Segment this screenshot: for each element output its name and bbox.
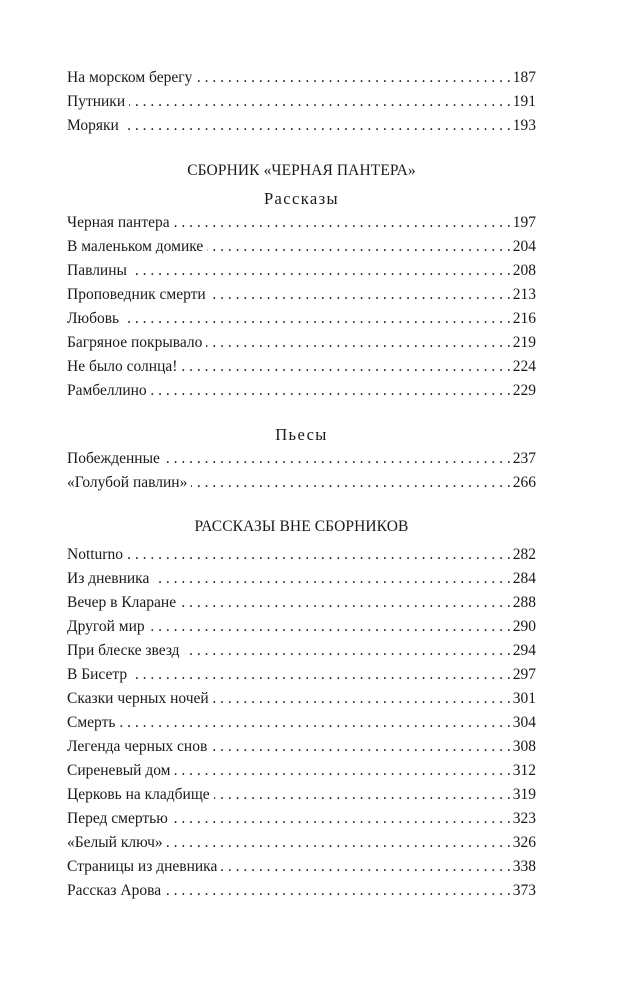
leader-dots: [211, 735, 510, 759]
toc-entry: [67, 331, 536, 355]
toc-entry: [67, 471, 536, 495]
entry-page: 237: [512, 450, 536, 467]
entry-page: 193: [512, 117, 536, 134]
entry-page: 373: [512, 882, 536, 899]
entry-page: 284: [512, 570, 536, 587]
entry-page: 288: [512, 594, 536, 611]
entry-title: На морском берегу: [67, 69, 193, 86]
entry-title: Побежденные: [67, 450, 160, 467]
entry-title: Смерть: [67, 714, 116, 731]
leader-dots: [174, 211, 511, 235]
leader-dots: [184, 639, 511, 663]
entry-title: Рассказ Арова: [67, 882, 162, 899]
leader-dots: [180, 591, 511, 615]
toc-group-plays: [67, 447, 536, 495]
toc-entry: [67, 379, 536, 403]
leader-dots: [175, 759, 511, 783]
entry-title: Черная пантера: [67, 214, 170, 231]
entry-page: 312: [512, 762, 536, 779]
toc-entry: [67, 355, 536, 379]
entry-title: Страницы из дневника: [67, 858, 218, 875]
leader-dots: [165, 879, 511, 903]
leader-dots: [131, 259, 511, 283]
entry-page: 294: [512, 642, 536, 659]
toc-entry: [67, 639, 536, 663]
leader-dots: [181, 355, 510, 379]
entry-title: Из дневника: [67, 570, 150, 587]
entry-title: При блеске звезд: [67, 642, 180, 659]
entry-title: Сиреневый дом: [67, 762, 171, 779]
toc-entry: [67, 783, 536, 807]
spacer: [67, 403, 536, 423]
toc-entry: [67, 807, 536, 831]
toc-entry: [67, 543, 536, 567]
leader-dots: [172, 807, 511, 831]
subsection-title-plays: Пьесы: [275, 425, 328, 444]
toc-entry: [67, 447, 536, 471]
entry-title: Моряки: [67, 117, 119, 134]
entry-title: В маленьком домике: [67, 238, 204, 255]
leader-dots: [213, 687, 511, 711]
leader-dots: [123, 307, 511, 331]
entry-title: Вечер в Кларане: [67, 594, 177, 611]
entry-page: 266: [512, 474, 536, 491]
entry-page: 290: [512, 618, 536, 635]
entry-page: 297: [512, 666, 536, 683]
leader-dots: [207, 235, 510, 259]
toc-entry: [67, 211, 536, 235]
entry-page: 204: [512, 238, 536, 255]
entry-title: В Бисетр: [67, 666, 128, 683]
toc-entry: [67, 759, 536, 783]
leader-dots: [167, 831, 511, 855]
toc-group-continued: [67, 66, 536, 138]
entry-title: Легенда черных снов: [67, 738, 208, 755]
toc-entry: [67, 235, 536, 259]
entry-title: Павлины: [67, 262, 127, 279]
toc-entry: [67, 283, 536, 307]
toc-group-stories: [67, 211, 536, 403]
entry-page: 229: [512, 382, 536, 399]
entry-title: Рамбеллино: [67, 382, 147, 399]
entry-page: 304: [512, 714, 536, 731]
entry-page: 208: [512, 262, 536, 279]
entry-page: 187: [512, 69, 536, 86]
leader-dots: [119, 711, 510, 735]
entry-page: 224: [512, 358, 536, 375]
toc-entry: [67, 711, 536, 735]
spacer: [67, 495, 536, 515]
entry-title: Не было солнца!: [67, 358, 178, 375]
leader-dots: [151, 379, 511, 403]
entry-title: Церковь на кладбище: [67, 786, 210, 803]
entry-title: Сказки черных ночей: [67, 690, 209, 707]
leader-dots: [127, 543, 511, 567]
leader-dots: [164, 447, 511, 471]
entry-page: 308: [512, 738, 536, 755]
entry-page: 319: [512, 786, 536, 803]
leader-dots: [131, 663, 511, 687]
toc-entry: [67, 259, 536, 283]
table-of-contents: [67, 66, 536, 903]
entry-page: 219: [512, 334, 536, 351]
entry-page: 326: [512, 834, 536, 851]
toc-entry: [67, 114, 536, 138]
leader-dots: [129, 90, 511, 114]
section-title-uncollected: РАССКАЗЫ ВНЕ СБОРНИКОВ: [194, 518, 409, 535]
toc-entry: [67, 831, 536, 855]
toc-entry: [67, 567, 536, 591]
toc-entry: [67, 307, 536, 331]
toc-entry: [67, 855, 536, 879]
entry-page: 216: [512, 310, 536, 327]
toc-entry: [67, 879, 536, 903]
toc-entry: [67, 687, 536, 711]
leader-dots: [210, 283, 511, 307]
toc-entry: [67, 735, 536, 759]
entry-title: Notturno: [67, 546, 123, 563]
leader-dots: [149, 615, 511, 639]
leader-dots: [214, 783, 511, 807]
entry-title: Проповедник смерти: [67, 286, 206, 303]
toc-entry: [67, 615, 536, 639]
subsection-title-stories: Рассказы: [263, 189, 340, 208]
toc-entry: [67, 90, 536, 114]
leader-dots: [196, 66, 510, 90]
entry-page: 191: [512, 93, 536, 110]
entry-title: Багряное покрывало: [67, 334, 203, 351]
leader-dots: [221, 855, 510, 879]
entry-page: 301: [512, 690, 536, 707]
entry-page: 282: [512, 546, 536, 563]
entry-page: 338: [512, 858, 536, 875]
entry-title: «Голубой павлин»: [67, 474, 188, 491]
entry-page: 323: [512, 810, 536, 827]
entry-title: Путники: [67, 93, 126, 110]
entry-page: 197: [512, 214, 536, 231]
toc-group-uncollected: [67, 543, 536, 903]
leader-dots: [123, 114, 511, 138]
entry-title: Любовь: [67, 310, 120, 327]
entry-title: «Белый ключ»: [67, 834, 163, 851]
section-title-black-panther: СБОРНИК «ЧЕРНАЯ ПАНТЕРА»: [187, 162, 416, 179]
entry-title: Перед смертью: [67, 810, 168, 827]
leader-dots: [206, 331, 510, 355]
leader-dots: [191, 471, 510, 495]
toc-entry: [67, 663, 536, 687]
leader-dots: [153, 567, 510, 591]
spacer: [67, 138, 536, 159]
entry-page: 213: [512, 286, 536, 303]
toc-entry: [67, 591, 536, 615]
entry-title: Другой мир: [67, 618, 145, 635]
toc-entry: [67, 66, 536, 90]
